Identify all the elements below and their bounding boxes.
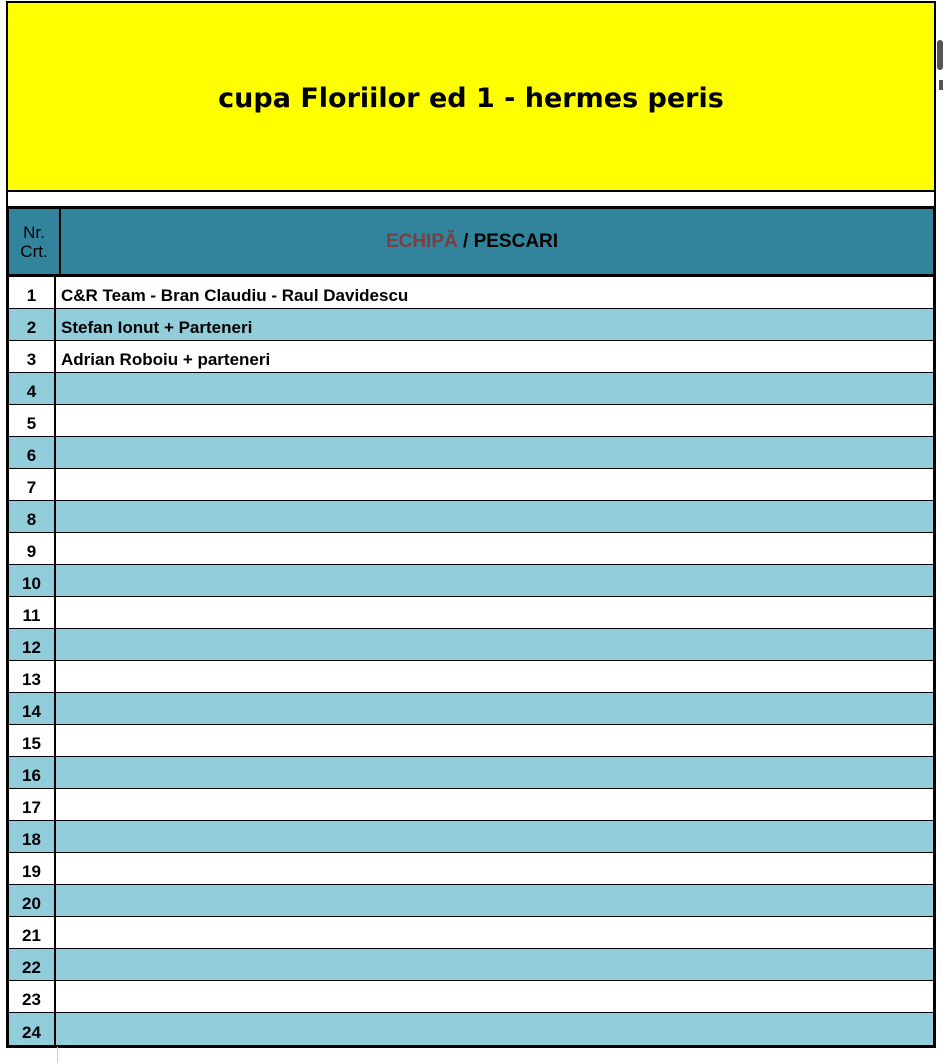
- row-number-cell[interactable]: 7: [9, 469, 56, 500]
- row-number-cell[interactable]: 11: [9, 597, 56, 628]
- scrollbar-mark: [939, 80, 943, 90]
- row-number-cell[interactable]: 9: [9, 533, 56, 564]
- header-team-separator: /: [457, 230, 474, 252]
- table-row: [9, 501, 933, 533]
- row-number-cell[interactable]: 10: [9, 565, 56, 596]
- table-row: [9, 789, 933, 821]
- team-cell[interactable]: C&R Team - Bran Claudiu - Raul Davidescu: [61, 286, 409, 305]
- row-number-cell[interactable]: 18: [9, 821, 56, 852]
- team-cell[interactable]: Stefan Ionut + Parteneri: [61, 318, 253, 337]
- row-number-cell[interactable]: 20: [9, 885, 56, 916]
- team-cell[interactable]: [56, 565, 933, 596]
- team-cell[interactable]: [56, 853, 933, 884]
- header-team-echipa: ECHIPĂ: [385, 230, 458, 252]
- table-row: [9, 917, 933, 949]
- table-row: [9, 565, 933, 597]
- row-number-cell[interactable]: 3: [9, 341, 56, 372]
- table-row: [9, 341, 933, 373]
- table-row: [9, 597, 933, 629]
- row-number-cell[interactable]: 13: [9, 661, 56, 692]
- row-number-cell[interactable]: 14: [9, 693, 56, 724]
- table-row: [9, 981, 933, 1013]
- table-row: [9, 821, 933, 853]
- header-nr-line1: Nr.: [23, 222, 45, 242]
- row-number-cell[interactable]: 15: [9, 725, 56, 756]
- team-cell[interactable]: [56, 437, 933, 468]
- table-row: [9, 885, 933, 917]
- team-cell[interactable]: [56, 789, 933, 820]
- team-cell[interactable]: [56, 821, 933, 852]
- grid-line: [57, 1047, 58, 1063]
- team-cell[interactable]: Adrian Roboiu + parteneri: [61, 350, 271, 369]
- row-number-cell[interactable]: 21: [9, 917, 56, 948]
- header-nr-line2: Crt.: [20, 241, 48, 261]
- table-row: [9, 661, 933, 693]
- team-cell[interactable]: [56, 533, 933, 564]
- table-row: [9, 405, 933, 437]
- header-team[interactable]: [61, 209, 933, 274]
- table-row: [9, 533, 933, 565]
- header-nr-crt[interactable]: [9, 209, 61, 274]
- row-number-cell[interactable]: 16: [9, 757, 56, 788]
- table-row: [9, 853, 933, 885]
- table-body: [6, 277, 936, 1048]
- row-number-cell[interactable]: 4: [9, 373, 56, 404]
- spacer-row[interactable]: [6, 192, 936, 206]
- team-cell[interactable]: [56, 501, 933, 532]
- team-cell[interactable]: [56, 661, 933, 692]
- team-cell[interactable]: [56, 469, 933, 500]
- team-cell[interactable]: [56, 917, 933, 948]
- title-cell[interactable]: [6, 1, 936, 193]
- table-row: [9, 629, 933, 661]
- team-cell[interactable]: [56, 629, 933, 660]
- team-cell[interactable]: [56, 757, 933, 788]
- row-number-cell[interactable]: 12: [9, 629, 56, 660]
- table-row: [9, 309, 933, 341]
- team-cell[interactable]: [56, 597, 933, 628]
- team-cell[interactable]: [56, 373, 933, 404]
- team-cell[interactable]: [56, 1013, 933, 1045]
- row-number-cell[interactable]: 2: [9, 309, 56, 340]
- row-number-cell[interactable]: 22: [9, 949, 56, 980]
- team-cell[interactable]: [56, 949, 933, 980]
- table-header: [6, 206, 936, 277]
- table-row: [9, 757, 933, 789]
- table-row: [9, 373, 933, 405]
- table-row: [9, 277, 933, 309]
- table-row: [9, 949, 933, 981]
- team-cell[interactable]: [56, 885, 933, 916]
- header-team-pescari: PESCARI: [473, 230, 559, 252]
- table-row: [9, 1013, 933, 1045]
- team-cell[interactable]: [56, 981, 933, 1012]
- row-number-cell[interactable]: 24: [9, 1013, 56, 1045]
- page-title: cupa Floriilor ed 1 - hermes peris: [218, 83, 724, 114]
- row-number-cell[interactable]: 6: [9, 437, 56, 468]
- team-cell[interactable]: [56, 405, 933, 436]
- row-number-cell[interactable]: 8: [9, 501, 56, 532]
- team-cell[interactable]: [56, 693, 933, 724]
- row-number-cell[interactable]: 19: [9, 853, 56, 884]
- row-number-cell[interactable]: 17: [9, 789, 56, 820]
- row-number-cell[interactable]: 1: [9, 277, 56, 308]
- row-number-cell[interactable]: 23: [9, 981, 56, 1012]
- scrollbar-thumb[interactable]: [937, 40, 943, 70]
- row-number-cell[interactable]: 5: [9, 405, 56, 436]
- table-row: [9, 725, 933, 757]
- team-cell[interactable]: [56, 725, 933, 756]
- table-row: [9, 437, 933, 469]
- table-row: [9, 693, 933, 725]
- table-row: [9, 469, 933, 501]
